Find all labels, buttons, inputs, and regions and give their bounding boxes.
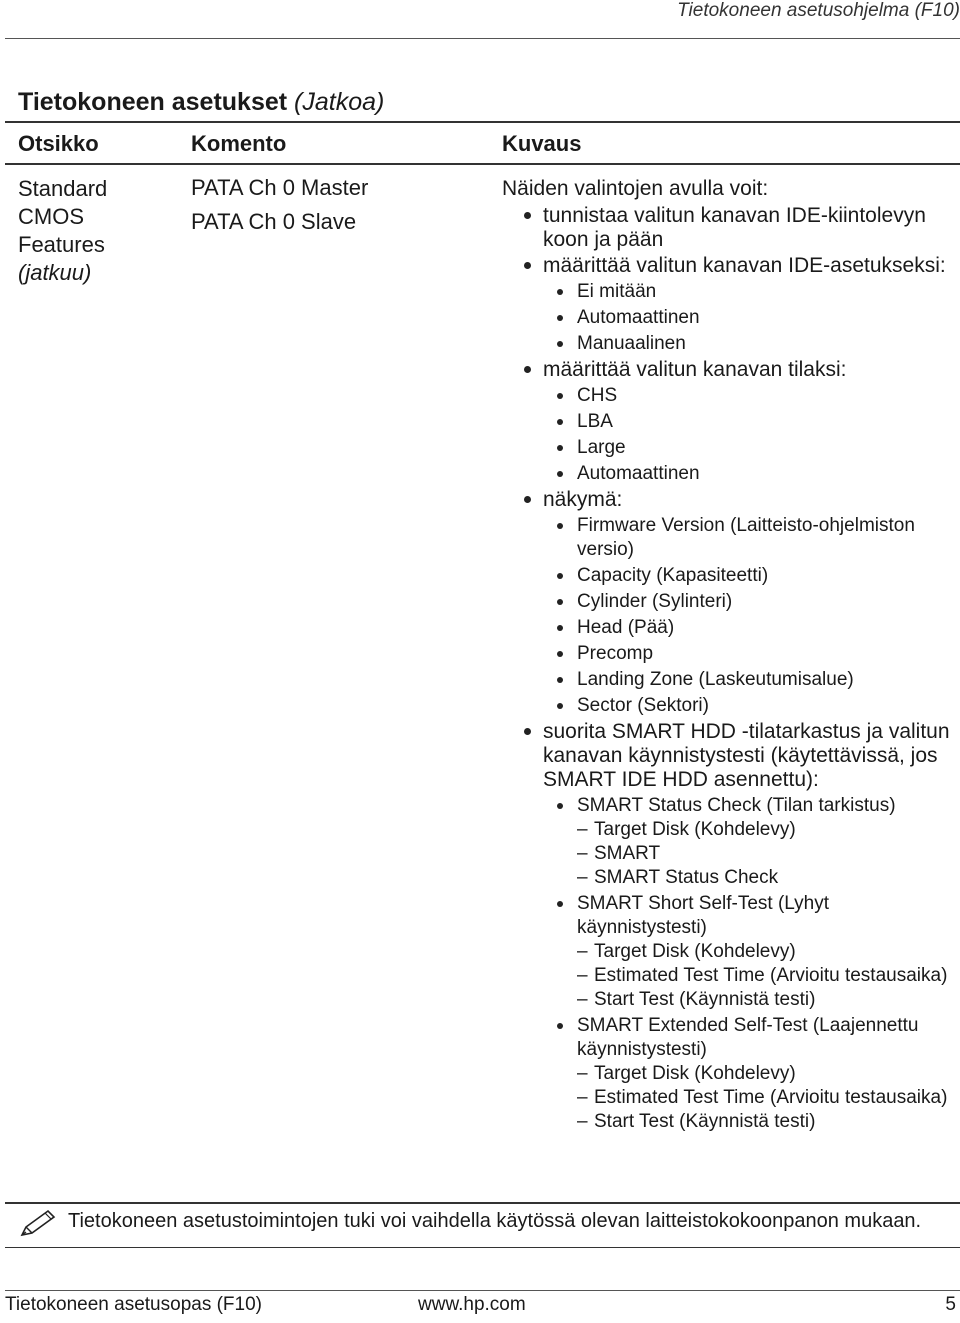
bullet-icon [524, 366, 531, 373]
description-intro: Näiden valintojen avulla voit: [502, 177, 769, 200]
sub-item-text: Cylinder (Sylinteri) [577, 591, 733, 612]
bullet-icon [557, 901, 563, 907]
bullet-icon [524, 728, 531, 735]
description-item [502, 204, 957, 252]
sub-item [543, 332, 957, 356]
dash-item [577, 866, 957, 890]
dash-icon: – [577, 965, 588, 986]
table-bottom-rule [5, 1202, 960, 1204]
bullet-icon [557, 289, 563, 295]
description-item [502, 488, 957, 718]
note-text: Tietokoneen asetustoimintojen tuki voi vaihdella käytössä olevan laitteistokokoonpanon mukaan. [68, 1210, 922, 1232]
heading-cell [18, 175, 178, 287]
bullet-icon [557, 523, 563, 529]
dash-item-text: Start Test (Käynnistä testi) [594, 989, 816, 1010]
bullet-icon [557, 471, 563, 477]
note-bottom-rule [5, 1247, 960, 1248]
sub-item-text: Sector (Sektori) [577, 695, 709, 716]
dash-item [577, 818, 957, 842]
bullet-icon [557, 341, 563, 347]
dash-icon: – [577, 819, 588, 840]
footer-doc-title: Tietokoneen asetusopas (F10) [5, 1294, 263, 1315]
sub-item-text: Firmware Version (Laitteisto-ohjelmiston versio) [577, 515, 915, 560]
bullet-icon [557, 599, 563, 605]
bullet-icon [557, 419, 563, 425]
dash-item [577, 988, 957, 1012]
header-bottom-rule [5, 163, 960, 165]
sub-item [543, 514, 957, 562]
sub-item [543, 462, 957, 486]
sub-list [543, 384, 957, 486]
bullet-icon [524, 496, 531, 503]
footer-rule [5, 1290, 960, 1291]
dash-item [577, 964, 957, 988]
header-rule [5, 38, 960, 39]
dash-item-text: SMART Status Check [594, 867, 779, 888]
table-title-suffix: (Jatkoa) [294, 88, 385, 116]
dash-icon: – [577, 843, 588, 864]
sub-item [543, 694, 957, 718]
dash-icon: – [577, 1063, 588, 1084]
sub-list [543, 280, 957, 356]
command-line: PATA Ch 0 Slave [191, 209, 357, 234]
dash-icon: – [577, 989, 588, 1010]
sub-item-text: CHS [577, 385, 618, 406]
sub-item [543, 892, 957, 1012]
dash-item-text: Start Test (Käynnistä testi) [594, 1111, 816, 1132]
running-header: Tietokoneen asetusohjelma (F10) [677, 0, 960, 21]
heading-line: CMOS [18, 204, 84, 229]
bullet-icon [557, 625, 563, 631]
bullet-icon [557, 703, 563, 709]
sub-item [543, 384, 957, 408]
bullet-icon [557, 651, 563, 657]
dash-list [577, 818, 957, 890]
sub-item-text: Precomp [577, 643, 654, 664]
sub-item-text: SMART Status Check (Tilan tarkistus) [577, 795, 896, 816]
dash-list [577, 940, 957, 1012]
command-line: PATA Ch 0 Master [191, 175, 369, 200]
description-item [502, 720, 957, 1134]
sub-item-text: Capacity (Kapasiteetti) [577, 565, 769, 586]
bullet-icon [524, 262, 531, 269]
bullet-icon [557, 1023, 563, 1029]
dash-item-text: Estimated Test Time (Arvioitu testausaika) [594, 965, 948, 986]
description-item [502, 358, 957, 486]
dash-item [577, 842, 957, 866]
sub-item-text: Landing Zone (Laskeutumisalue) [577, 669, 854, 690]
sub-list [543, 514, 957, 718]
sub-item [543, 668, 957, 692]
dash-item [577, 1086, 957, 1110]
description-cell [502, 175, 957, 1136]
bullet-icon [557, 445, 563, 451]
sub-item [543, 280, 957, 304]
table-title-main: Tietokoneen asetukset [18, 88, 288, 116]
sub-item-text: Head (Pää) [577, 617, 675, 638]
sub-item [543, 616, 957, 640]
heading-line: Standard [18, 176, 108, 201]
dash-list [577, 1062, 957, 1134]
sub-item [543, 436, 957, 460]
dash-item [577, 1110, 957, 1134]
bullet-icon [557, 803, 563, 809]
column-header-otsikko: Otsikko [18, 131, 99, 156]
heading-line: Features [18, 232, 105, 257]
dash-item-text: SMART [594, 843, 661, 864]
dash-item [577, 940, 957, 964]
bullet-icon [524, 212, 531, 219]
dash-icon: – [577, 941, 588, 962]
sub-item-text: Automaattinen [577, 463, 700, 484]
sub-item [543, 306, 957, 330]
pencil-icon [18, 1208, 58, 1238]
sub-item-text: LBA [577, 411, 613, 432]
sub-item-text: SMART Extended Self-Test (Laajennettu käynnistystesti) [577, 1015, 919, 1060]
sub-item [543, 564, 957, 588]
table-title [18, 88, 384, 117]
bullet-icon [557, 573, 563, 579]
heading-line: (jatkuu) [18, 260, 92, 285]
title-rule [5, 121, 960, 123]
sub-item [543, 590, 957, 614]
sub-item-text: Manuaalinen [577, 333, 686, 354]
sub-item [543, 410, 957, 434]
column-header-komento: Komento [191, 131, 287, 156]
dash-item-text: Estimated Test Time (Arvioitu testausaika) [594, 1087, 948, 1108]
sub-item-text: Large [577, 437, 626, 458]
description-item-text: suorita SMART HDD -tilatarkastus ja valitun kanavan käynnistystesti (käytettävissä, jos SMART IDE HDD asennettu): [543, 720, 950, 791]
description-list [502, 204, 957, 1134]
dash-item-text: Target Disk (Kohdelevy) [594, 819, 796, 840]
description-item-text: määrittää valitun kanavan IDE-asetukseksi: [543, 254, 946, 277]
bullet-icon [557, 315, 563, 321]
bullet-icon [557, 677, 563, 683]
sub-item [543, 642, 957, 666]
description-item-text: määrittää valitun kanavan tilaksi: [543, 358, 847, 381]
page-number: 5 [945, 1294, 956, 1315]
dash-item [577, 1062, 957, 1086]
sub-item-text: Automaattinen [577, 307, 700, 328]
dash-item-text: Target Disk (Kohdelevy) [594, 1063, 796, 1084]
dash-item-text: Target Disk (Kohdelevy) [594, 941, 796, 962]
bullet-icon [557, 393, 563, 399]
sub-item-text: Ei mitään [577, 281, 657, 302]
sub-list [543, 794, 957, 1134]
command-cell [191, 175, 491, 235]
sub-item [543, 794, 957, 890]
sub-item-text: SMART Short Self-Test (Lyhyt käynnistystesti) [577, 893, 830, 938]
footer-url[interactable]: www.hp.com [418, 1294, 526, 1315]
sub-item [543, 1014, 957, 1134]
description-item-text: näkymä: [543, 488, 623, 511]
description-item-text: tunnistaa valitun kanavan IDE-kiintolevyn koon ja pään [543, 204, 926, 251]
dash-icon: – [577, 867, 588, 888]
description-item [502, 254, 957, 356]
dash-icon: – [577, 1111, 588, 1132]
column-header-kuvaus: Kuvaus [502, 131, 582, 156]
dash-icon: – [577, 1087, 588, 1108]
